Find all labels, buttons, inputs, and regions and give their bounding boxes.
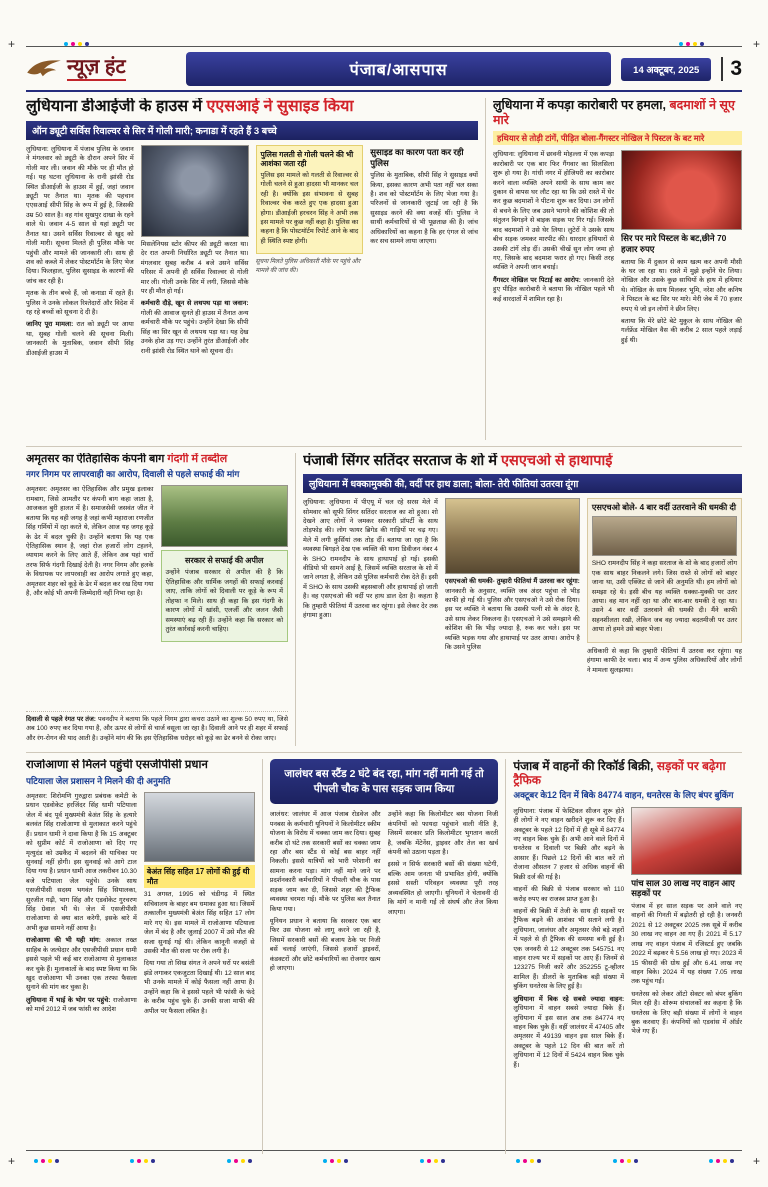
text-column — [493, 150, 614, 440]
body-paragraph: अधिकारी से कहा कि तुम्हारी फीतियां मैं उतरवा कर रहूंगा। यह हंगामा काफी देर चला। बाद में अन्य पुलिस अधिकारियों और लोगों ने मामला सुलझाया। — [586, 647, 742, 674]
box-text: SHO रामनदीप सिंह ने कहा सरताज के शो के बाद हजारों लोग एक साथ बाहर निकलने लगे। जिस रास्ते से लोगों को बाहर जाना था, उसी एक्जिट से जाने की अनुमति थी। हम लोगों को समझा रहे थे। इसी बीच यह व्यक्ति धक्का-मुक्की पर उतर आया। वह मान नहीं रहा था और बार-बार धमकी दे रहा था। उसने 4 बार वर्दी उतरवाने की धमकी दी। मैंने काफी सहनशीलता रखी, लेकिन जब वह ज्यादा बदतमीजी पर उतर आया तो हमने उसे बाहर भेजा। — [591, 560, 737, 634]
headline-plain: पंजाबी सिंगर सतिंदर सरताज के शो में — [303, 453, 502, 469]
text-column — [161, 485, 289, 708]
photo-car-showroom — [631, 807, 742, 875]
body-paragraph: बताया कि मैं दुकान से काम खत्म कर अपनी मौसी के घर जा रहा था। रास्ते में मुझे इन्होंने घेर लिया। नोखिल और उसके कुछ साथियों के हाथ में हथियार थे। नोखिल के साथ मिलकर भूमि, नरेश और कनिष ने पिस्टल के बट सिर पर मारे। मेरी जेब में 70 हजार रुपए थे जो इन लोगों ने छीन लिए। — [621, 258, 742, 313]
text-column — [26, 792, 137, 1154]
subheadline: पटियाला जेल प्रशासन ने मिलने की दी अनुमति — [26, 775, 171, 786]
registration-dots — [613, 1159, 638, 1163]
sub-story-title: लुधियाना में बिक रहे सबसे ज्यादा वाहन: — [513, 995, 625, 1003]
sub-story: राजोआणा की भी यही मांग: अकाल तख्त साहिब के जत्थेदार और एसजीपीसी प्रधान धामी इससे पहले भी कई बार राजोआणा से मुलाकात कर चुके हैं। मुलाकातों के बाद स्पष्ट किया था कि खुद राजोआणा भी उनका एक तरफा फैसला सुनाने की मांग कर चुका है। — [26, 937, 137, 992]
headline-highlight: गंदगी में तब्दील — [167, 453, 228, 465]
subheadline: नगर निगम पर लापरवाही का आरोप, दिवाली से पहले सफाई की मांग — [26, 468, 240, 479]
top-row — [26, 98, 742, 440]
body-paragraph: उन्होंने कहा कि किलोमीटर बस योजना निजी कंपनियों को फायदा पहुंचाने वाली नीति है, जिसमें सरकार प्रति किलोमीटर भुगतान करती है, जबकि मेंटेनेंस, ड्राइवर और तेल का खर्च कंपनी को उठाना पड़ता है। — [387, 811, 499, 857]
body-paragraph: वाहनों की बिक्री में तेजी के साथ ही सड़कों पर ट्रैफिक बढ़ने की आशंका भी सताने लगी है। लुधियाना, जालंधर और अमृतसर जैसे बड़े शहरों में पहले से ही ट्रैफिक की समस्या बनी हुई है। एक जनवरी से 12 अक्टूबर तक 545751 नए वाहन राज्य भर में सड़कों पर आए हैं। जिनमें से 123275 निजी कारें और 352255 टू-व्हीलर शामिल हैं। डीलरों के मुताबिक बड़ी संख्या में बुकिंग धनतेरस के लिए हुई है। — [513, 907, 625, 991]
page-content — [26, 52, 742, 1154]
headline — [26, 453, 288, 466]
headline-plain: लुधियाना डीआईजी के हाउस में — [26, 98, 207, 115]
photo-police-officer — [141, 145, 249, 237]
registration-dots — [679, 42, 704, 46]
registration-dots — [64, 42, 89, 46]
paragraph-group — [144, 959, 255, 1016]
box-title: पुलिस गलती से गोली चलने की भी आशंका जता रही — [260, 149, 354, 169]
box-title: बेअंत सिंह सहित 17 लोगों की हुई थी मौत — [144, 865, 255, 888]
newspaper-logo — [26, 56, 176, 82]
bottom-row — [26, 752, 742, 1154]
headline — [26, 98, 478, 117]
crop-mark: + — [752, 1154, 760, 1168]
sub-story-title: एसएचओ की धमकी- तुम्हारी फीतियां मैं उतरवा कर रहूंगा: — [444, 578, 580, 586]
paragraph-group — [26, 792, 137, 933]
box-text: 31 अगस्त, 1995 को चंडीगढ़ में स्थित सचिवालय के बाहर बम धमाका हुआ था। जिसमें तत्कालीन मुख्यमंत्री बेअंत सिंह सहित 17 लोग मारे गए थे। इस मामले में राजोआणा पटियाला जेल में बंद है और जुलाई 2007 में उसे मौत की सजा सुनाई गई थी। लेकिन कानूनी वजहों से उसकी मौत की सजा पर रोक लगी है। — [143, 891, 255, 955]
body-paragraph: लुधियाना: लुधियाना में छावनी मोहल्ला में एक कपड़ा कारोबारी पर एक बार फिर गैंगवार का सिलसिला शुरू हो गया है। गांधी नगर में होजियरी का कारोबार करने वाला व्यक्ति अपने साथी के साथ काम कर दुकान से वापस घर लौट रहा था कि उसे रास्ते में घेर कर कुछ बदमाशों ने पीटना शुरू कर दिया। उन लोगों से बचने के लिए जब उसने भागने की कोशिश की तो संतुलन बिगड़ने से बाइक सड़क पर गिर गई। जिसके बाद बदमाशों ने उसे घेर लिया। लुटेरों ने उसके साथ बीच सड़क जमकर मारपीट की। धारदार हथियारों से उसकी टांगें तोड़ दीं। उसकी चीखें सुन लोग जमा हो गए, जिसके बाद बदमाश फरार हो गए। किसी तरह व्यक्ति ने अपनी जान बचाई। — [493, 151, 614, 272]
body-paragraph: अमृतसर: शिरोमणि गुरुद्वारा प्रबंधक कमेटी के प्रधान एडवोकेट हरजिंदर सिंह धामी पटियाला जेल में बंद पूर्व मुख्यमंत्री बेअंत सिंह के हत्यारे बलवंत सिंह राजोआणा से मुलाकात करने पहुंचे हैं। प्रधान धामी ने दावा किया है कि 15 अक्टूबर को सुप्रीम कोर्ट में राजोआणा को दिए गए मृत्युदंड को उम्रकैद में बदलने की याचिका पर सुनवाई नहीं होगी। इस सुनवाई को आगे टाल दिया गया है। प्रधान धामी आज तकरीबन 10.30 बजे पटियाला जेल पहुंचे। उनके साथ एसजीपीसी सदस्य भगवंत सिंह सियालका, सुरजीत गढ़ी, भाग सिंह और एडवोकेट गुरचरण सिंह ग्रेवाल भी थे। जेल में एसजीपीसी राजोआणा से क्या बात करेगी, इसके बारे में अभी कुछ सामने नहीं आया है। — [26, 792, 137, 932]
text-column — [26, 485, 154, 708]
headline-plain: अमृतसर का ऐतिहासिक कंपनी बाग — [26, 453, 168, 465]
body-paragraph: पंजाब में हर साल सड़क पर आने वाले नए वाहनों की गिनती में बढ़ोतरी हो रही है। जनवरी 2021 से 12 अक्टूबर 2025 तक सूबे में करीब 30 लाख नए वाहन आ गए हैं। 2021 में 5.17 लाख नए वाहन पंजाब में रजिस्टर्ड हुए जबकि 2022 में बढ़कर ये 5.56 लाख हो गए। 2023 में 15 फीसदी की ग्रोथ हुई और 6.41 लाख नए वाहन बिके। 2024 में यह संख्या 7.05 लाख तक पहुंच गई। — [631, 902, 742, 986]
sub-story-title: दिवाली से पहले रंगत पर तंज: — [26, 715, 96, 723]
masthead-rule — [26, 90, 742, 92]
text-column — [256, 145, 364, 440]
registration-dots — [516, 1159, 541, 1163]
column-divider — [505, 759, 506, 1154]
box-text: उन्होंने पंजाब सरकार से अपील की है कि ऐतिहासिक और धार्मिक जगहों की सफाई करवाई जाए, ताकि लोगों को दिवाली पर कूड़े के रूप में तोहफा न मिले। साथ ही कहा कि इस गंदगी के कारण लोगों में खांसी, एलर्जी और जलन जैसी समस्याएं बढ़ रही हैं। उन्होंने कहा कि सरकार को तुरंत कार्रवाई करनी चाहिए। — [165, 569, 283, 633]
text-column — [370, 145, 478, 440]
registration-dots — [34, 1159, 59, 1163]
paragraph-group — [513, 807, 624, 992]
text-column — [303, 498, 438, 746]
article-body — [26, 792, 255, 1154]
sho-statement-box — [587, 498, 742, 643]
paragraph-group — [141, 240, 249, 297]
text-column — [445, 498, 580, 746]
paragraph-group — [26, 485, 154, 598]
paragraph-group — [621, 258, 742, 346]
page-number: 3 — [721, 57, 742, 81]
body-paragraph: दिया गया तो सिख संगत ने अपने घरों पर बसंती झंडे लगाकर एकजुटता दिखाई थी। 12 साल बाद भी उनके मामले में कोई फैसला नहीं आया है। उन्होंने कहा कि वे इससे पहले भी फांसी के फंदे के करीब पहुंच चुके हैं। उनकी सजा माफी की अपील पर फैसला लंबित है। — [143, 960, 255, 1015]
box-title: सरकार से सफाई की अपील — [185, 556, 264, 566]
sub-story-title: लुधियाना में भाई के भोग पर पहुंचे: — [26, 996, 111, 1004]
body-paragraph: मिसलेनियस स्टोर कीपर की ड्यूटी करता था। देर रात अपनी निर्धारित ड्यूटी पर तैनात था। मंगलवार सुबह करीब 4 बजे उसने सर्विस परिसर में अपनी ही सर्विस रिवाल्वर से गोली मार ली। गोली उनके सिर में लगी, जिससे मौके पर ही मौत हो गई। — [140, 240, 249, 295]
sub-story: लुधियाना में भाई के भोग पर पहुंचे: राजोआणा को मार्च 2012 में जब फांसी का आदेश — [26, 996, 137, 1014]
column-divider — [262, 759, 263, 1154]
photo-attack-scene — [621, 150, 742, 230]
paragraph-group — [303, 498, 438, 620]
text-column — [513, 807, 624, 1154]
headline — [493, 98, 742, 128]
registration-dots — [227, 1159, 252, 1163]
headline-plain: पंजाब में वाहनों की रिकॉर्ड बिक्री, — [513, 759, 657, 773]
article-vehicle-sales — [513, 759, 742, 1154]
article-sho-scuffle — [303, 453, 742, 746]
paragraph-group — [631, 902, 742, 987]
headline-box: जालंधर बस स्टैंड 2 घंटे बंद रहा, मांग नहीं मानी गई तो पीपली चौक के पास सड़क जाम किया — [270, 759, 499, 804]
photo-jail-visit — [144, 792, 255, 862]
headline: राजोआणा से मिलने पहुंची एसजीपीसी प्रधान — [26, 759, 208, 771]
masthead — [26, 52, 742, 86]
headline-highlight: एएसआई ने सुसाइड किया — [206, 98, 354, 115]
article-body — [270, 810, 499, 1154]
sub-story-heading: सिर पर मारे पिस्टल के बट,छीने 70 हजार रुपए — [621, 233, 727, 254]
top-rule — [26, 46, 742, 47]
article-body — [303, 498, 742, 746]
body-paragraph: जालंधर: जालंधर में आज पंजाब रोडवेज और पनबस के कर्मचारी यूनियनों ने किलोमीटर स्कीम योजना के विरोध में चक्का जाम कर दिया। सुबह करीब दो घंटे तक सरकारी बसों का चक्का जाम रहा और बस स्टैंड से कोई बस बाहर नहीं निकली। इससे यात्रियों को भारी परेशानी का सामना करना पड़ा। मांग नहीं माने जाने पर प्रदर्शनकारी कर्मचारियों ने पीपली चौक के पास सड़क जाम कर दी, जिससे शहर की ट्रैफिक व्यवस्था चरमरा गई। मौके पर पुलिस बल तैनात किया गया। — [269, 811, 381, 913]
sub-story: एसएचओ की धमकी- तुम्हारी फीतियां मैं उतरवा कर रहूंगा: जानकारी के अनुसार, व्यक्ति जब अंदर पहुंचा तो भीड़ काफी हो गई थी। पुलिस और एसएचओ ने उसे रोक दिया। इस पर व्यक्ति ने बताया कि उसकी पत्नी शो के अंदर है, उसे साथ लेकर निकलना है। एसएचओ ने उसे समझाने की कोशिश की कि भीड़ ज्यादा है, रुक कर चले। इस पर व्यक्ति भड़क गया और हाथापाई पर उतर आया। आरोप है कि उसने पुलिस — [444, 578, 580, 652]
photo-sho — [592, 516, 737, 556]
headline — [513, 759, 742, 787]
body-paragraph: धनतेरस को लेकर ऑटो सेक्टर को बंपर बुकिंग मिल रही है। शोरूम संचालकों का कहना है कि धनतेरस के लिए बड़ी संख्या में लोगों ने वाहन बुक करवाए हैं। कंपनियों को एडवांस में ऑर्डर भेजे गए हैं। — [631, 990, 742, 1036]
blast-info-box — [144, 865, 255, 956]
text-column — [141, 145, 249, 440]
body-paragraph: इससे न सिर्फ सरकारी बसों की संख्या घटेगी, बल्कि आम जनता भी प्रभावित होगी, क्योंकि इससे सस्ती परिवहन व्यवस्था पूरी तरह अव्यवस्थित हो जाएगी। यूनियनों ने चेतावनी दी कि मांगें न मानी गईं तो संघर्ष और तेज किया जाएगा। — [387, 861, 499, 916]
sub-story: लुधियाना में बिक रहे सबसे ज्यादा वाहन: लुधियाना में वाहन सबसे ज्यादा बिके हैं। लुधियाना में इस साल अब तक 84774 नए वाहन बिक चुके हैं। वहीं जालंधर में 47405 और अमृतसर में 49139 वाहन इस साल बिके हैं। अक्टूबर के पहले 12 दिन की बात करें तो लुधियाना में 12 दिनों में 5424 वाहन बिक चुके हैं। — [513, 995, 625, 1069]
sub-story: गैंगस्टर नोखिल पर पिटाई का आरोप: जानकारी देते हुए पीड़ित कारोबारी ने बताया कि नोखिल पहले भी कई वारदातों में शामिल रहा है। — [493, 276, 614, 303]
paragraph-group — [493, 150, 614, 272]
body-paragraph: अमृतसर: अमृतसर का ऐतिहासिक और प्रमुख इलाका रामबाग, जिसे आमतौर पर कंपनी बाग कहा जाता है, आजकल बुरी हालत में है। समाजसेवी जसवंत जीत ने बताया कि यह वही जगह है जहां कभी महाराजा रणजीत सिंह गर्मियों में रहा करते थे, लेकिन आज यह जगह कूड़े के ढेर में बदल चुकी है। उन्होंने बताया कि यह एक ऐतिहासिक स्थान है, जहां रोज हजारों लोग टहलने, व्यायाम करने के लिए आते हैं, लेकिन अब यहां चारों तरफ सिर्फ गंदगी दिखाई देती है। नगर निगम और हलके के विधायक पर लापरवाही का आरोप लगाते हुए कहा, अमृतसर शहर को कूड़े के ढेर में बदल कर रख दिया गया है, और कोई भी अपनी जिम्मेदारी नहीं निभा रहा है। — [26, 486, 154, 598]
date-label: 14 अक्टूबर, 2025 — [621, 58, 711, 81]
registration-dots — [323, 1159, 348, 1163]
sub-story: दिवाली से पहले रंगत पर तंज: पवनदीप ने बताया कि पहले निगम द्वारा कचरा उठाने का शुल्क 50 रुपए था, जिसे अब 100 रुपए कर दिया गया है, और ऊपर से लोगों से चार्ज वसूला जा रहा है। दिवाली आने पर ही शहर में सफाई और रंग-रोगन की याद आती है। उन्होंने मांग की कि इस ऐतिहासिक धरोहर को कूड़े का ढेर बनने से रोका जाए। — [26, 711, 288, 743]
body-paragraph: मृतक के तीन बच्चे हैं, जो कनाडा में रहते हैं। पुलिस ने उनके लोकल रिश्तेदारों और विदेश में रह रहे बच्चों को सूचना दे दी है। — [26, 290, 134, 317]
text-column — [26, 145, 134, 440]
sub-story-title: कर्मचारी दौड़े, खून से लथपथ पड़ा था जवान: — [140, 300, 249, 308]
column-divider — [295, 453, 296, 746]
sub-story-heading: सुसाइड का कारण पता कर रही पुलिस — [370, 146, 464, 168]
sub-story: कर्मचारी दौड़े, खून से लथपथ पड़ा था जवान: गोली की आवाज सुनते ही हाउस में तैनात अन्य कर्मचारी मौके पर पहुंचे। उन्होंने देखा कि सीपी सिंह का सिर खून से लथपथ पड़ा था। यह देख उनके होश उड़ गए। उन्होंने तुरंत डीआईजी और रानी झांसी रोड स्थित थाने को सूचना दी। — [140, 300, 249, 355]
article-body — [513, 807, 742, 1154]
headline-highlight: सड़कों पर बढ़ेगा ट्रैफिक — [513, 759, 726, 788]
text-column — [270, 810, 381, 1154]
police-suspicion-box — [256, 145, 364, 254]
box-title: एसएचओ बोले- 4 बार वर्दी उतरवाने की धमकी दी — [591, 503, 736, 513]
body-paragraph: लुधियाना: पंजाब में फेस्टिवल सीजन शुरू होते ही लोगों ने नए वाहन खरीदने शुरू कर दिए हैं। अक्टूबर के पहले 12 दिनों में ही सूबे में 84774 नए वाहन बिक चुके हैं। अभी आने वाले दिनों में धनतेरस व दिवाली पर बिक्री और बढ़ने के आसार हैं। पिछले 12 दिनों की बात करें तो रोजाना औसतन 7 हजार से अधिक वाहनों की बिक्री दर्ज की गई है। — [513, 807, 625, 881]
appeal-box — [161, 550, 289, 642]
body-paragraph: वाहनों की बिक्री से पंजाब सरकार को 110 करोड़ रुपए का राजस्व प्राप्त हुआ है। — [513, 886, 625, 903]
box-text: पुलिस इस मामले को गलती से रिवाल्वर से गोली चलने से हुआ हादसा भी मानकर चल रही है। क्योंकि इस संभावना से सुबह रिवाल्वर चेक करते हुए एक हादसा हुआ होगा। डीआईजी हरचरन सिंह ने अभी तक इस मामले पर कुछ नहीं कहा है। पुलिस का कहना है कि पोस्टमॉर्टम रिपोर्ट आने के बाद ही स्थिति स्पष्ट होगी। — [260, 171, 359, 245]
headline — [303, 453, 742, 470]
article-trader-attack — [493, 98, 742, 440]
registration-dots — [130, 1159, 155, 1163]
article-body — [26, 145, 478, 440]
text-column — [621, 150, 742, 440]
registration-marks — [34, 1159, 734, 1163]
registration-dots — [709, 1159, 734, 1163]
crop-mark: + — [752, 37, 760, 51]
body-paragraph: लुधियाना: लुधियाना में पीएयू में चल रहे सरस मेले में सोमवार को सूफी सिंगर सतिंदर सरताज का शो हुआ। शो देखने आए लोगों ने जमकर सरकारी प्रॉपर्टी के साथ तोड़फोड़ की। लोग फायर ब्रिगेड की गाड़ियों पर चढ़ गए। मेले में लगी कुर्सियां तक तोड़ दीं। बताया जा रहा है कि व्यवस्था बिगड़ते देख एक व्यक्ति की थाना डिवीजन नंबर 4 के SHO रामनदीप के साथ हाथापाई हो गई। इसकी वीडियो भी सामने आई है, जिसमें व्यक्ति सरताज के शो में जाने लगता है, लेकिन उसे पुलिस कर्मचारी रोक देते हैं। इसी में SHO के साथ उसकी बहसबाजी और हाथापाई हो जाती है। वह एसएचओ की वर्दी पर हाथ डाल देता है। कहता है कि तुम्हारी फीतियां मैं उतरवा कर रहूंगा। इसे लेकर देर तक हंगामा हुआ। — [303, 499, 438, 620]
article-company-bagh — [26, 453, 288, 746]
crop-mark: + — [8, 37, 16, 51]
registration-dots — [420, 1159, 445, 1163]
subheadline: हथियार से तोड़ी टांगें, पीड़ित बोला-गैंगस्टर नोखिल ने पिस्टल के बट मारे — [493, 131, 742, 146]
article-rajoana-meeting — [26, 759, 255, 1154]
sub-story-heading: पांच साल 30 लाख नए वाहन आए सड़कों पर — [631, 877, 735, 899]
article-body — [493, 150, 742, 440]
crop-mark: + — [8, 1154, 16, 1168]
paragraph-group — [388, 810, 499, 917]
sub-story-title: गैंगस्टर नोखिल पर पिटाई का आरोप: — [493, 276, 581, 284]
body-paragraph: बताया कि मेरे छोटे बेटे मुकुल के साथ नोखिल की गर्लफ्रेंड मोखिल वैस की करीब 2 साल पहले लड़ाई हुई थी। — [621, 318, 742, 344]
sub-story-title: जानिए पूरा मामला: — [26, 321, 74, 329]
headline-highlight: बदमाशों ने सूए मारे — [493, 98, 735, 127]
eagle-icon — [26, 56, 62, 82]
sub-story: जानिए पूरा मामला: रात को ड्यूटी पर आया था, सुबह गोली चलने की सूचना मिली। जानकारी के मुताबिक, जवान सीपी सिंह डीआईजी हाउस में — [26, 321, 134, 357]
photo-garbage-park — [161, 485, 289, 547]
body-paragraph: यूनियन प्रधान ने बताया कि सरकार एक बार फिर उस योजना को लागू करने जा रही है, जिसमें सरकारी बसों की बजाय ठेके पर निजी बसें चलाई जाएंगी, जिससे हजारों ड्राइवरों, कंडक्टरों और छोटे कर्मचारियों का रोजगार खत्म हो जाएगा। — [269, 918, 381, 973]
paragraph-group — [26, 145, 134, 318]
section-banner: पंजाब/आसपास — [186, 52, 611, 86]
photo-caption: सूचना मिलते पुलिस अधिकारी मौके पर पहुंचे और मामले की जांच की। — [255, 259, 361, 274]
article-body — [26, 485, 288, 708]
text-column — [144, 792, 255, 1154]
article-bus-strike — [270, 759, 499, 1154]
body-paragraph: लुधियाना: लुधियाना में पंजाब पुलिस के जवान ने मंगलवार को ड्यूटी के दौरान अपने सिर में गोली मार ली। जवान की मौके पर ही मौत हो गई। यह घटना लुधियाना के रानी झांसी रोड स्थित डीआईजी के हाउस में हुई, जहां जवान ड्यूटी पर तैनात था। मृतक की पहचान एएसआई सीपी सिंह के रूप में हुई है, जिसकी उम्र 50 साल है। वह गांव सुखपुर दाखा के रहने वाले थे। जवान 4-5 साल से यहां ड्यूटी पर तैनात था। उसने सर्विस रिवाल्वर से खुद को गोली मारी। सूचना मिलते ही पुलिस मौके पर पहुंची और मामले की जानकारी ली। साथ ही शव को कब्जे में लेकर पोस्टमॉर्टम के लिए भेज दिया। फिलहाल, पुलिस सुसाइड के कारणों की जांच कर रही है। — [26, 145, 134, 285]
headline-highlight: एसएचओ से हाथापाई — [501, 453, 613, 469]
subheadline: लुधियाना में धक्कामुक्की की, वर्दी पर हाथ डाला; बोला- तेरी फीतियां उतरवा दूंगा — [303, 474, 742, 493]
paragraph-group — [270, 810, 381, 973]
middle-row — [26, 446, 742, 746]
photo-show-crowd — [445, 498, 580, 574]
body-paragraph: पुलिस के मुताबिक, सीपी सिंह ने सुसाइड क्यों किया, इसका कारण अभी पता नहीं चल सका है। शव को पोस्टमॉर्टम के लिए भेजा गया है। परिजनों से जानकारी जुटाई जा रही है कि सुसाइड करने की क्या वजहें थीं। पुलिस ने साथी कर्मचारियों से भी पूछताछ की है। जांच अधिकारियों का कहना है कि हर एंगल से जांच कर सच सामने लाया जाएगा। — [370, 172, 478, 246]
column-divider — [485, 98, 486, 440]
article-asi-suicide — [26, 98, 478, 440]
text-column — [631, 807, 742, 1154]
sub-story-title: राजोआणा की भी यही मांग: — [26, 937, 101, 945]
subheadline: ऑन ड्यूटी सर्विस रिवाल्वर से सिर में गोली मारी; कनाडा में रहते हैं 3 बच्चे — [26, 121, 478, 140]
text-column — [388, 810, 499, 1154]
logo-text: न्यूज़ हंट — [67, 57, 126, 81]
text-column — [587, 498, 742, 746]
headline-plain: लुधियाना में कपड़ा कारोबारी पर हमला, — [493, 98, 670, 112]
subheadline: अक्टूबर के12 दिन में बिके 84774 वाहन, धनतेरस के लिए बंपर बुकिंग — [513, 790, 734, 801]
